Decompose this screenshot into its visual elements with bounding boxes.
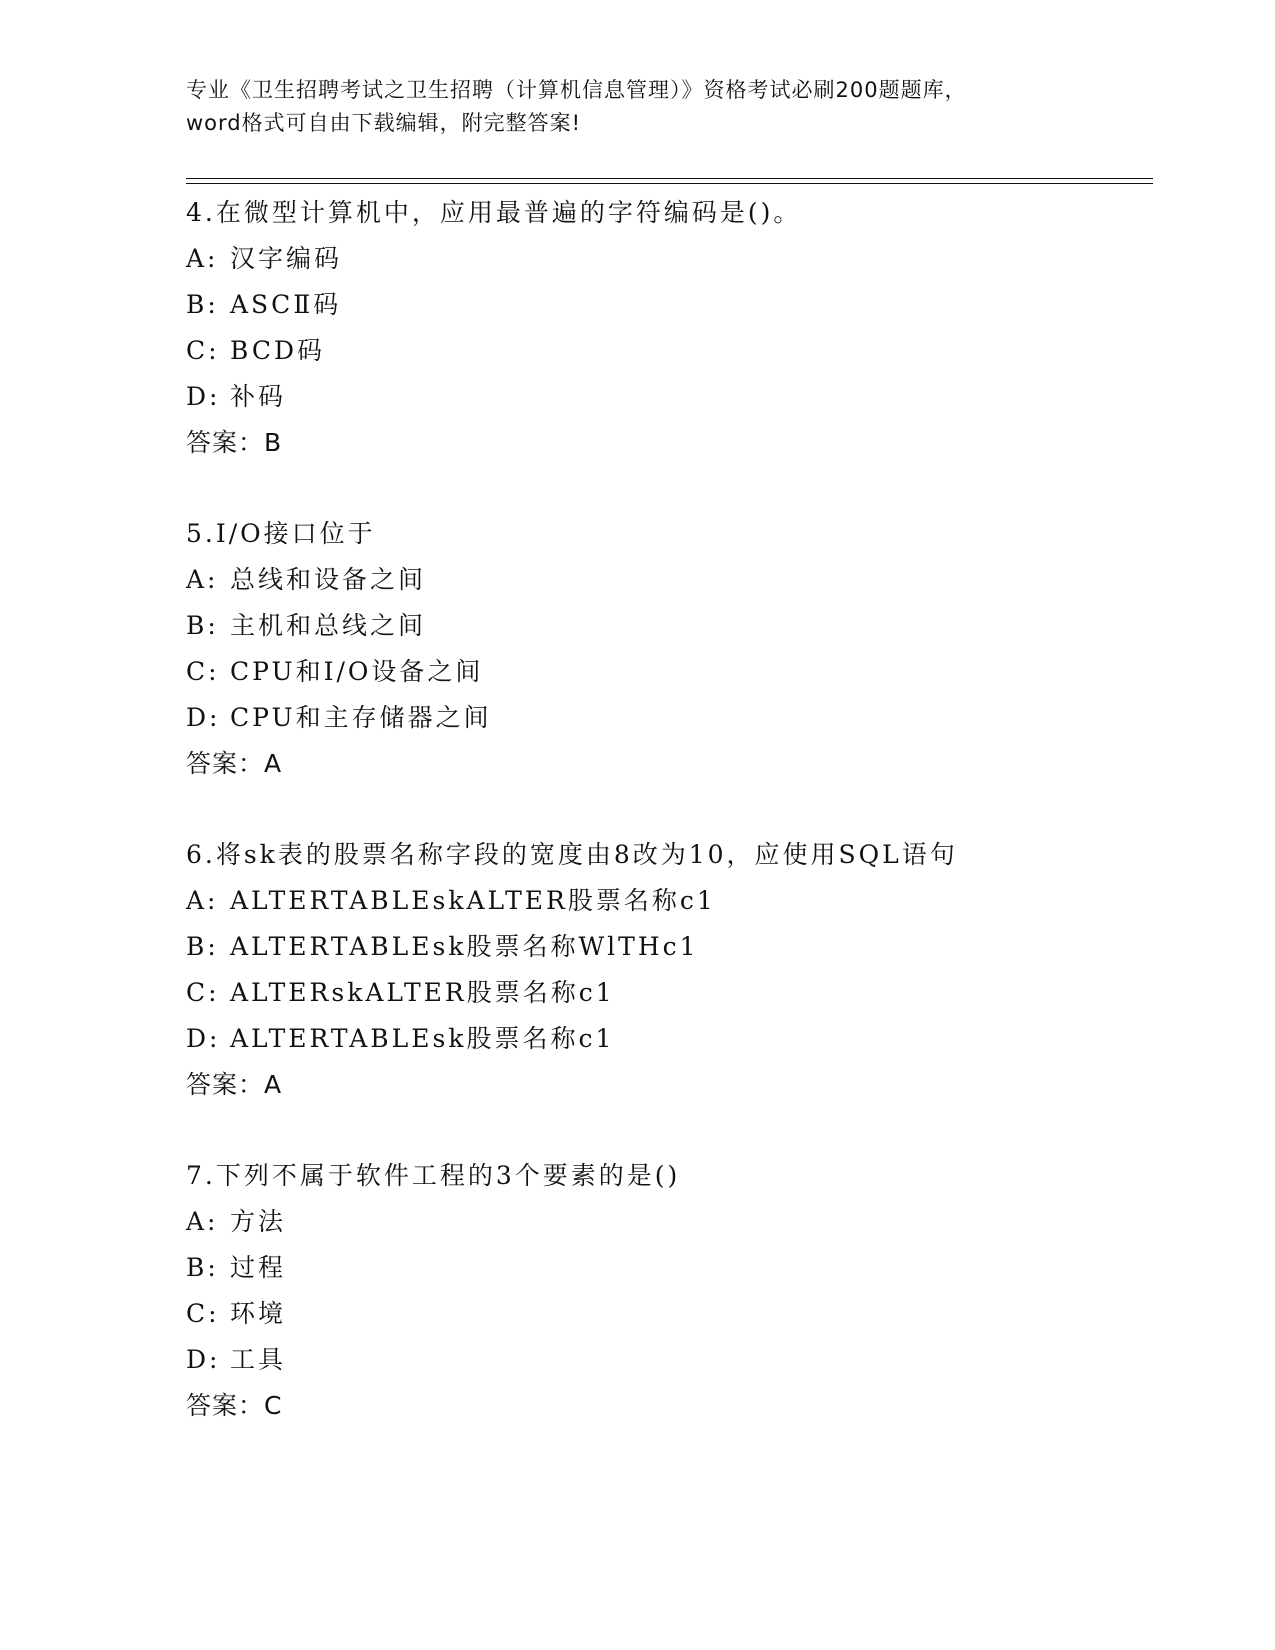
- option-c: [186, 970, 1146, 1016]
- option-letter: A:: [186, 565, 219, 594]
- option-letter: B:: [186, 1253, 219, 1282]
- option-letter: D:: [186, 703, 221, 732]
- question-stem: 7.下列不属于软件工程的3个要素的是(): [186, 1161, 681, 1190]
- option-letter: A:: [186, 244, 219, 273]
- option-text: 方法: [230, 1207, 287, 1236]
- option-a: [186, 236, 1146, 282]
- option-letter: D:: [186, 1345, 221, 1374]
- option-text: 汉字编码: [230, 244, 343, 273]
- option-b: [186, 603, 1146, 649]
- question-stem: 4.在微型计算机中，应用最普遍的字符编码是()。: [186, 198, 802, 227]
- option-text: 过程: [230, 1253, 287, 1282]
- option-letter: A:: [186, 1207, 219, 1236]
- answer-label: 答案：A: [186, 749, 283, 778]
- question-stem: 5.I/O接口位于: [186, 519, 376, 548]
- option-text: 总线和设备之间: [230, 565, 427, 594]
- option-text: ASCⅡ码: [230, 290, 342, 319]
- option-text: 补码: [230, 382, 287, 411]
- question-stem: 6.将sk表的股票名称字段的宽度由8改为10，应使用SQL语句: [186, 840, 958, 869]
- option-text: 环境: [230, 1299, 287, 1328]
- option-letter: C:: [186, 336, 220, 365]
- option-text: ALTERTABLEsk股票名称c1: [230, 1024, 615, 1053]
- option-letter: D:: [186, 382, 221, 411]
- option-letter: C:: [186, 1299, 220, 1328]
- question-4: [186, 190, 1146, 466]
- option-b: [186, 1245, 1146, 1291]
- header-line-2: word格式可自由下载编辑，附完整答案!: [186, 111, 582, 135]
- option-text: CPU和主存储器之间: [230, 703, 492, 732]
- option-text: CPU和I/O设备之间: [230, 657, 484, 686]
- option-text: ALTERTABLEsk股票名称WlTHc1: [230, 932, 699, 961]
- option-c: [186, 1291, 1146, 1337]
- option-text: BCD码: [230, 336, 326, 365]
- answer-label: 答案：B: [186, 428, 283, 457]
- answer-label: 答案：A: [186, 1070, 283, 1099]
- header-line-1: 专业《卫生招聘考试之卫生招聘（计算机信息管理）》资格考试必刷200题题库，: [186, 78, 967, 102]
- option-b: [186, 924, 1146, 970]
- header-divider-bottom: [186, 183, 1153, 184]
- option-b: [186, 282, 1146, 328]
- option-a: [186, 1199, 1146, 1245]
- option-text: ALTERTABLEskALTER股票名称c1: [230, 886, 716, 915]
- option-d: [186, 1016, 1146, 1062]
- document-header: [186, 74, 1086, 140]
- option-letter: D:: [186, 1024, 221, 1053]
- option-letter: B:: [186, 611, 219, 640]
- header-divider-top: [186, 178, 1153, 179]
- option-letter: C:: [186, 978, 220, 1007]
- question-5: [186, 511, 1146, 787]
- answer-label: 答案：C: [186, 1391, 283, 1420]
- option-letter: C:: [186, 657, 220, 686]
- option-letter: B:: [186, 932, 219, 961]
- question-list: [186, 190, 1146, 1474]
- option-d: [186, 1337, 1146, 1383]
- question-7: [186, 1153, 1146, 1429]
- option-letter: A:: [186, 886, 219, 915]
- option-d: [186, 374, 1146, 420]
- option-text: 工具: [230, 1345, 287, 1374]
- option-text: 主机和总线之间: [230, 611, 427, 640]
- option-c: [186, 649, 1146, 695]
- option-a: [186, 878, 1146, 924]
- option-a: [186, 557, 1146, 603]
- option-text: ALTERskALTER股票名称c1: [230, 978, 615, 1007]
- question-6: [186, 832, 1146, 1108]
- option-c: [186, 328, 1146, 374]
- option-letter: B:: [186, 290, 219, 319]
- option-d: [186, 695, 1146, 741]
